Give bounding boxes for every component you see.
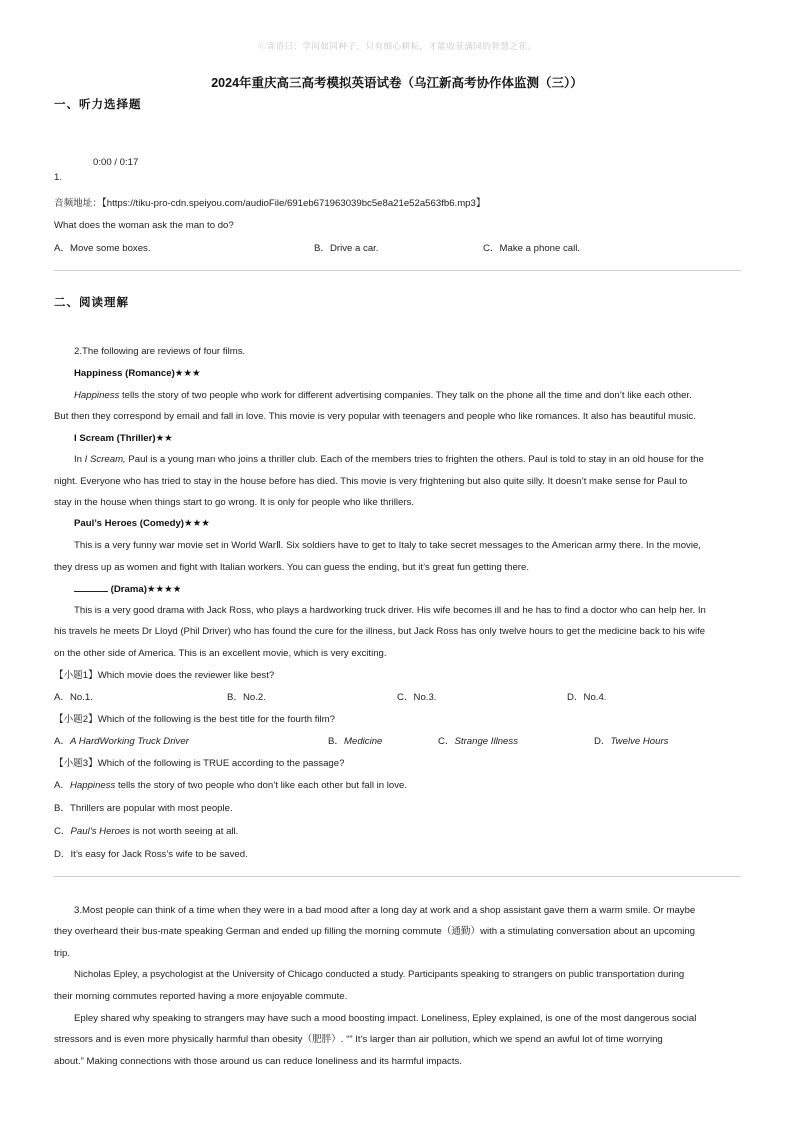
film2-title: I Scream (Thriller)★★ — [74, 433, 173, 444]
q3-p2-line-2: their morning commutes reported having a more enjoyable commute. — [54, 991, 348, 1002]
film1-title: Happiness (Romance)★★★ — [74, 368, 201, 379]
film3-line-1: This is a very funny war movie set in World WarⅡ. Six soldiers have to get to Italy to take secret messages to the American army there. In the movie, — [74, 540, 701, 551]
subquestion-3: 【小题3】Which of the following is TRUE according to the passage? — [54, 758, 345, 769]
film3-title: Paul’s Heroes (Comedy)★★★ — [74, 518, 210, 529]
sq1-option-b[interactable]: B．No.2. — [227, 692, 266, 703]
sq2-option-c[interactable]: C．Strange Illness — [438, 736, 518, 747]
sq3-option-a[interactable]: A．Happiness tells the story of two people who don’t like each other but fall in love. — [54, 780, 408, 791]
option-b[interactable]: B．Drive a car. — [314, 243, 379, 254]
option-a[interactable]: A．Move some boxes. — [54, 243, 151, 254]
q3-p2-line-1: Nicholas Epley, a psychologist at the University of Chicago conducted a study. Participants speaking to strangers on public transportation during — [74, 969, 685, 980]
option-c[interactable]: C．Make a phone call. — [483, 243, 581, 254]
film2-line-2: night. Everyone who has tried to stay in the house before has died. This movie is very frightening but also quite silly. It doesn’t make sense for Paul to — [54, 476, 688, 487]
film1-line-1: Happiness tells the story of two people who work for different advertising companies. They talk on the phone all the time and don’t like each other. — [74, 390, 692, 401]
section-heading-reading: 二、阅读理解 — [54, 297, 129, 309]
subquestion-1: 【小题1】Which movie does the reviewer like best? — [54, 670, 275, 681]
motto-watermark: ⓒ寄语曰：学问如同种子，只有细心耕耘，才能收获满园的智慧之花。 — [257, 41, 537, 51]
sq1-option-c[interactable]: C．No.3. — [397, 692, 437, 703]
q3-p1-line-2: they overheard their bus-mate speaking German and ended up filling the morning commute（通勤）with a stimulating conversation about an upcoming — [54, 926, 695, 937]
audio-player-time[interactable]: 0:00 / 0:17 — [93, 157, 139, 168]
sq1-option-a[interactable]: A．No.1. — [54, 692, 93, 703]
sq2-option-a[interactable]: A．A HardWorking Truck Driver — [54, 736, 189, 747]
question-number: 1. — [54, 172, 63, 183]
film4-line-3: on the other side of America. This is an excellent movie, which is very exciting. — [54, 648, 387, 659]
film2-line-3: stay in the house when things start to go wrong. It is only for people who like thrillers. — [54, 497, 414, 508]
film4-line-1: This is a very good drama with Jack Ross, who plays a hardworking truck driver. His wife becomes ill and he has to find a doctor who can help her. In — [74, 605, 706, 616]
title-blank — [74, 582, 108, 592]
section-heading-listening: 一、听力选择题 — [54, 99, 142, 111]
q3-p3-line-2: stressors and is even more physically harmful than obesity（肥胖）. “” It’s larger than air pollution, which we spend an awful lot of time worrying — [54, 1034, 663, 1045]
q3-p3-line-3: about.” Making connections with those around us can reduce loneliness and its harmful impacts. — [54, 1056, 462, 1067]
film1-line-2: But then they correspond by email and fall in love. This movie is very popular with teenagers and people who like romances. It also has beautiful music. — [54, 411, 696, 422]
film4-title: (Drama)★★★★ — [74, 582, 181, 597]
sq3-option-c[interactable]: C．Paul’s Heroes is not worth seeing at all. — [54, 826, 239, 837]
q3-p3-line-1: Epley shared why speaking to strangers may have such a mood boosting impact. Loneliness, Epley explained, is one of the most dangerous social — [74, 1013, 697, 1024]
sq1-option-d[interactable]: D．No.4. — [567, 692, 607, 703]
divider — [54, 876, 741, 877]
page-title: 2024年重庆高三高考模拟英语试卷（乌江新高考协作体监测（三）） — [211, 76, 583, 90]
divider — [54, 270, 741, 271]
sq2-option-b[interactable]: B．Medicine — [328, 736, 383, 747]
q2-intro: 2.The following are reviews of four films. — [74, 346, 246, 357]
q3-p1-line-3: trip. — [54, 948, 70, 959]
audio-url[interactable]: 音频地址：【https://tiku-pro-cdn.speiyou.com/audioFile/691eb671963039bc5e8a21e52a563fb6.mp3】 — [54, 198, 486, 209]
film2-line-1: In I Scream, Paul is a young man who joins a thriller club. Each of the members tries to frighten the others. Paul is told to stay in an old house for the — [74, 454, 704, 465]
question-text: What does the woman ask the man to do? — [54, 220, 234, 231]
film4-line-2: his travels he meets Dr Lloyd (Phil Driver) who has found the cure for the illness, but Jack Ross has only twelve hours to get the medicine back to his wife — [54, 626, 706, 637]
sq3-option-d[interactable]: D．It’s easy for Jack Ross’s wife to be saved. — [54, 849, 248, 860]
film3-line-2: they dress up as women and fight with Italian workers. You can guess the ending, but it’s great fun getting there. — [54, 562, 530, 573]
sq2-option-d[interactable]: D．Twelve Hours — [594, 736, 669, 747]
q3-p1-line-1: 3.Most people can think of a time when they were in a bad mood after a long day at work and a shop assistant gave them a warm smile. Or maybe — [74, 905, 696, 916]
subquestion-2: 【小题2】Which of the following is the best title for the fourth film? — [54, 714, 336, 725]
sq3-option-b[interactable]: B．Thrillers are popular with most people. — [54, 803, 233, 814]
